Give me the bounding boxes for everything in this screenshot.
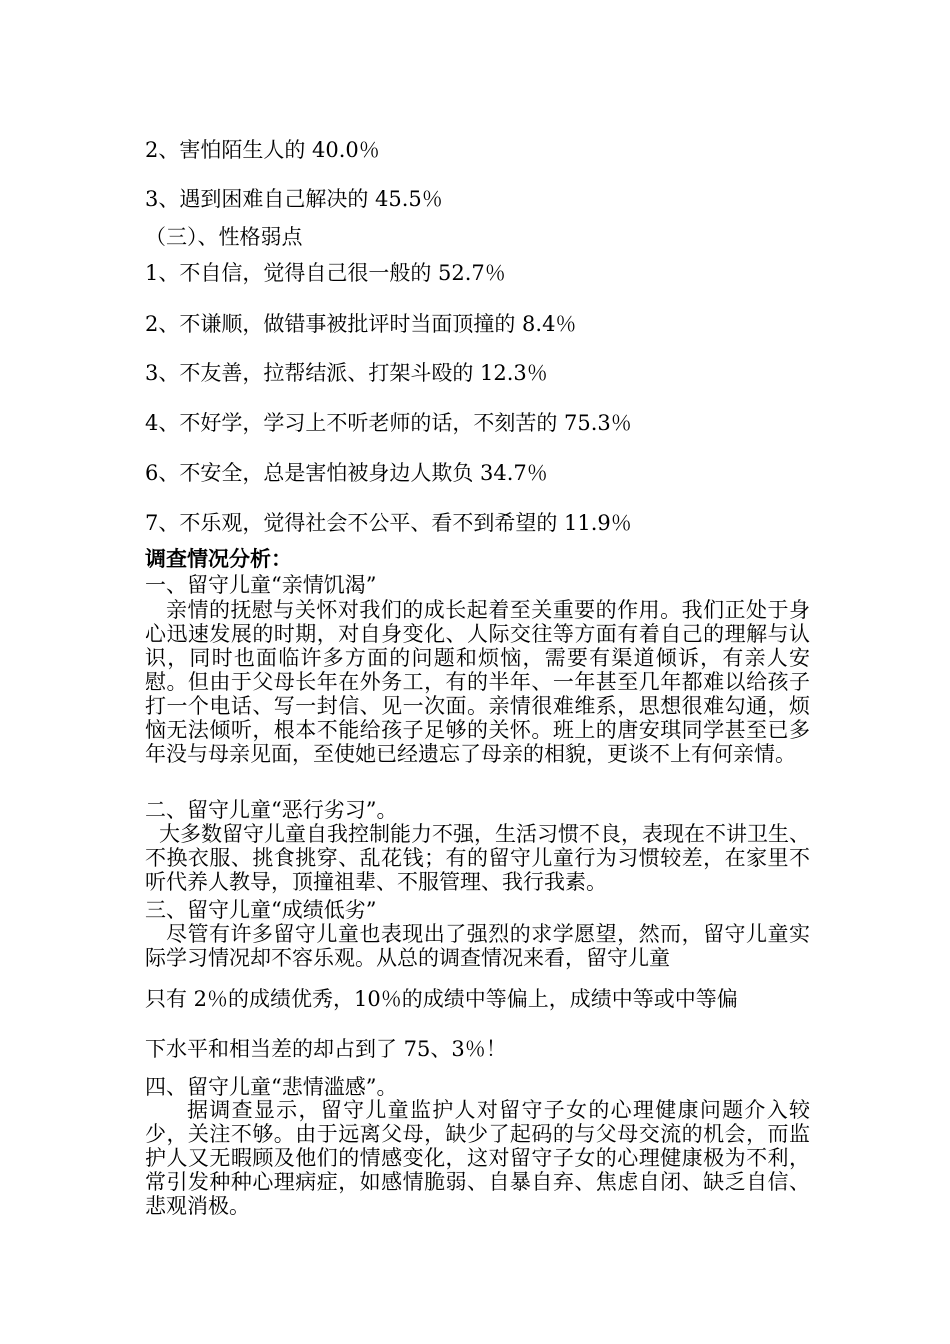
personality-item-7: 7、不乐观，觉得社会不公平、看不到希望的 11.9％ xyxy=(145,511,632,535)
section-3-line-4: 下水平和相当差的却占到了 75、3％！ xyxy=(145,1037,507,1061)
fear-item-2: 2、害怕陌生人的 40.0％ xyxy=(145,138,380,162)
personality-item-1: 1、不自信，觉得自己很一般的 52.7％ xyxy=(145,261,506,285)
analysis-title: 调查情况分析： xyxy=(145,547,292,571)
personality-title: （三）、性格弱点 xyxy=(145,225,303,249)
section-1-body: 亲情的抚慰与关怀对我们的成长起着至关重要的作用。我们正处于身心迅速发展的时期，对自身变化、人际交往等方面有着自己的理解与认识，同时也面临许多方面的问题和烦恼，需要有渠道倾诉，有亲人安慰。但由于父母长年在外务工，有的半年、一年甚至几年都难以给孩子打一个电话、写一封信、见一次面。亲情很难维系，思想很难勾通，烦恼无法倾听，根本不能给孩子足够的关怀。班上的唐安琪同学甚至已多年没与母亲见面，至使她已经遗忘了母亲的相貌，更谈不上有何亲情。 xyxy=(145,598,810,766)
personality-item-4: 4、不好学，学习上不听老师的话，不刻苦的 75.3％ xyxy=(145,411,632,435)
section-4-title: 四、留守儿童“悲情滥感”。 xyxy=(145,1075,398,1099)
personality-item-3: 3、不友善，拉帮结派、打架斗殴的 12.3％ xyxy=(145,361,548,385)
section-1-title: 一、留守儿童“亲情饥渴” xyxy=(145,573,377,597)
section-4-body: 据调查显示，留守儿童监护人对留守子女的心理健康问题介入较少，关注不够。由于远离父母，缺少了起码的与父母交流的机会，而监护人又无暇顾及他们的情感变化，这对留守子女的心理健康极为不利，常引发种种心理病症，如感情脆弱、自暴自弃、焦虑自闭、缺乏自信、悲观消极。 xyxy=(145,1098,810,1218)
section-3-title: 三、留守儿童“成绩低劣” xyxy=(145,898,377,922)
fear-item-3: 3、遇到困难自己解决的 45.5％ xyxy=(145,187,443,211)
personality-item-2: 2、不谦顺，做错事被批评时当面顶撞的 8.4％ xyxy=(145,312,577,336)
section-2-body: 大多数留守儿童自我控制能力不强，生活习惯不良，表现在不讲卫生、不换衣服、挑食挑穿、乱花钱；有的留守儿童行为习惯较差，在家里不听代养人教导，顶撞祖辈、不服管理、我行我素。 xyxy=(145,822,810,894)
section-3-line-3: 只有 2％的成绩优秀，10％的成绩中等偏上，成绩中等或中等偏 xyxy=(145,987,738,1011)
section-3-body: 尽管有许多留守儿童也表现出了强烈的求学愿望，然而，留守儿童实际学习情况却不容乐观。从总的调查情况来看，留守儿童 xyxy=(145,922,810,970)
personality-item-6: 6、不安全，总是害怕被身边人欺负 34.7％ xyxy=(145,461,548,485)
section-2-title: 二、留守儿童“恶行劣习”。 xyxy=(145,798,398,822)
